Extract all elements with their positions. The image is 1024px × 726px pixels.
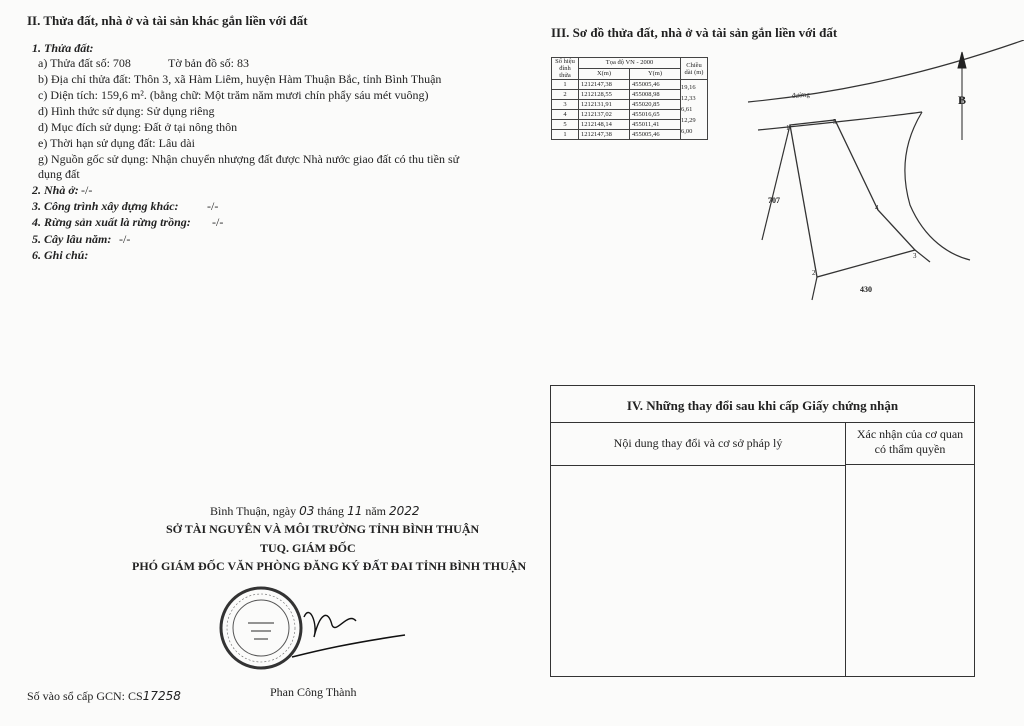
row-point: 4 xyxy=(552,110,579,120)
register-number-line xyxy=(27,688,181,704)
row-y: 455005,46 xyxy=(630,80,681,90)
row-x: 1212147,38 xyxy=(579,130,630,140)
row-y: 455011,41 xyxy=(630,120,681,130)
usage-origin: g) Nguồn gốc sử dụng: Nhận chuyển nhượng đất được Nhà nước giao đất có thu tiền sử xyxy=(38,152,460,166)
table-row xyxy=(552,80,708,90)
date-year-label: năm xyxy=(365,504,387,518)
issuing-org: SỞ TÀI NGUYÊN VÀ MÔI TRƯỜNG TỈNH BÌNH THUẬN xyxy=(166,522,480,536)
road-edge-right xyxy=(905,112,970,260)
row-y: 455008,98 xyxy=(630,90,681,100)
row-x: 1212148,14 xyxy=(579,120,630,130)
north-label: B xyxy=(958,93,967,107)
row-point: 1 xyxy=(552,80,579,90)
length-value: 6,61 xyxy=(681,106,693,113)
col-y-header: Y(m) xyxy=(630,69,681,80)
length-value: 12,33 xyxy=(681,95,696,102)
date-month-label: tháng xyxy=(317,504,345,518)
col-system-header: Tọa độ VN - 2000 xyxy=(579,58,681,69)
road-edge-top xyxy=(748,40,1024,102)
parcel-boundary xyxy=(790,120,915,277)
usage-duration: e) Thời hạn sử dụng đất: Lâu dài xyxy=(38,136,195,150)
neighbor-line xyxy=(812,277,817,300)
coordinates-table xyxy=(551,57,708,140)
usage-purpose: d) Mục đích sử dụng: Đất ở tại nông thôn xyxy=(38,120,238,134)
row-y: 455020,85 xyxy=(630,100,681,110)
column-divider xyxy=(845,466,846,676)
vertex-label: 4 xyxy=(875,204,879,212)
vertex-label: 1 xyxy=(786,124,790,132)
map-sheet-number: Tờ bản đồ số: 83 xyxy=(168,56,250,70)
neighbor-430-label: 430 xyxy=(860,285,872,294)
usage-origin-cont: dụng đất xyxy=(38,167,80,181)
house-label: 2. Nhà ở: xyxy=(32,183,79,197)
row-x: 1212131,91 xyxy=(579,100,630,110)
col-length-header: Chiều dài (m) xyxy=(681,58,708,80)
col-x-header: X(m) xyxy=(579,69,630,80)
changes-authority-header xyxy=(846,423,974,465)
road-edge-left xyxy=(758,112,922,130)
parcel-number: a) Thửa đất số: 708 xyxy=(38,56,131,70)
date-day: 03 xyxy=(299,504,315,518)
road-label: đường xyxy=(791,90,811,100)
row-point: 5 xyxy=(552,120,579,130)
neighbor-707-label: 707 xyxy=(768,196,780,205)
neighbor-line xyxy=(915,250,930,262)
date-month: 11 xyxy=(347,504,363,518)
row-point: 3 xyxy=(552,100,579,110)
vertex-label: 3 xyxy=(913,252,917,260)
vertex-label: 5 xyxy=(833,118,837,126)
section-2-title: II. Thửa đất, nhà ở và tài sản khác gắn liền với đất xyxy=(27,13,308,28)
length-value: 12,29 xyxy=(681,117,696,124)
row-x: 1212137,02 xyxy=(579,110,630,120)
register-number: 17258 xyxy=(142,689,181,703)
authority-header-line2: có thẩm quyền xyxy=(874,442,946,456)
other-works-value: -/- xyxy=(207,199,219,213)
row-x: 1212128,55 xyxy=(579,90,630,100)
changes-content-header: Nội dung thay đổi và cơ sở pháp lý xyxy=(551,423,846,466)
date-line xyxy=(210,503,420,519)
perennial-value: -/- xyxy=(119,232,131,246)
parcel-address: b) Địa chỉ thửa đất: Thôn 3, xã Hàm Liêm, huyện Hàm Thuận Bắc, tỉnh Bình Thuận xyxy=(38,72,442,86)
changes-table xyxy=(550,385,975,677)
signature-scribble-icon xyxy=(290,595,410,670)
date-prefix: Bình Thuận, ngày xyxy=(210,504,297,518)
on-behalf: TUQ. GIÁM ĐỐC xyxy=(260,541,356,555)
house-value: -/- xyxy=(81,183,93,197)
row-point: 2 xyxy=(552,90,579,100)
row-y: 455016,65 xyxy=(630,110,681,120)
register-label: Số vào sổ cấp GCN: CS xyxy=(27,689,143,703)
parcel-map xyxy=(700,40,1024,360)
forest-value: -/- xyxy=(212,215,224,229)
perennial-label: 5. Cây lâu năm: xyxy=(32,232,112,246)
row-x: 1212147,38 xyxy=(579,80,630,90)
vertex-label: 2 xyxy=(812,269,816,277)
neighbor-line xyxy=(762,125,790,240)
section-3-title: III. Sơ đồ thửa đất, nhà ở và tài sản gắn liền với đất xyxy=(551,25,838,40)
col-point-header: Số hiệu đỉnh thửa xyxy=(552,58,579,80)
parcel-area: c) Diện tích: 159,6 m². (bằng chữ: Một trăm năm mươi chín phẩy sáu mét vuông) xyxy=(38,88,429,102)
date-year: 2022 xyxy=(389,504,420,518)
row-y: 455005,46 xyxy=(630,130,681,140)
section-4-title: IV. Những thay đổi sau khi cấp Giấy chứng nhận xyxy=(551,386,974,423)
signer-position: PHÓ GIÁM ĐỐC VĂN PHÒNG ĐĂNG KÝ ĐẤT ĐAI TỈNH BÌNH THUẬN xyxy=(132,559,527,573)
other-works-label: 3. Công trình xây dựng khác: xyxy=(32,199,179,213)
length-value: 6,00 xyxy=(681,128,693,135)
notes-label: 6. Ghi chú: xyxy=(32,248,89,262)
signer-name: Phan Công Thành xyxy=(270,685,357,699)
land-heading: 1. Thửa đất: xyxy=(32,41,94,55)
authority-header-line1: Xác nhận của cơ quan xyxy=(856,427,964,441)
forest-label: 4. Rừng sản xuất là rừng trồng: xyxy=(32,215,191,229)
usage-form: d) Hình thức sử dụng: Sử dụng riêng xyxy=(38,104,215,118)
length-value: 19,16 xyxy=(681,84,696,91)
row-point: 1 xyxy=(552,130,579,140)
